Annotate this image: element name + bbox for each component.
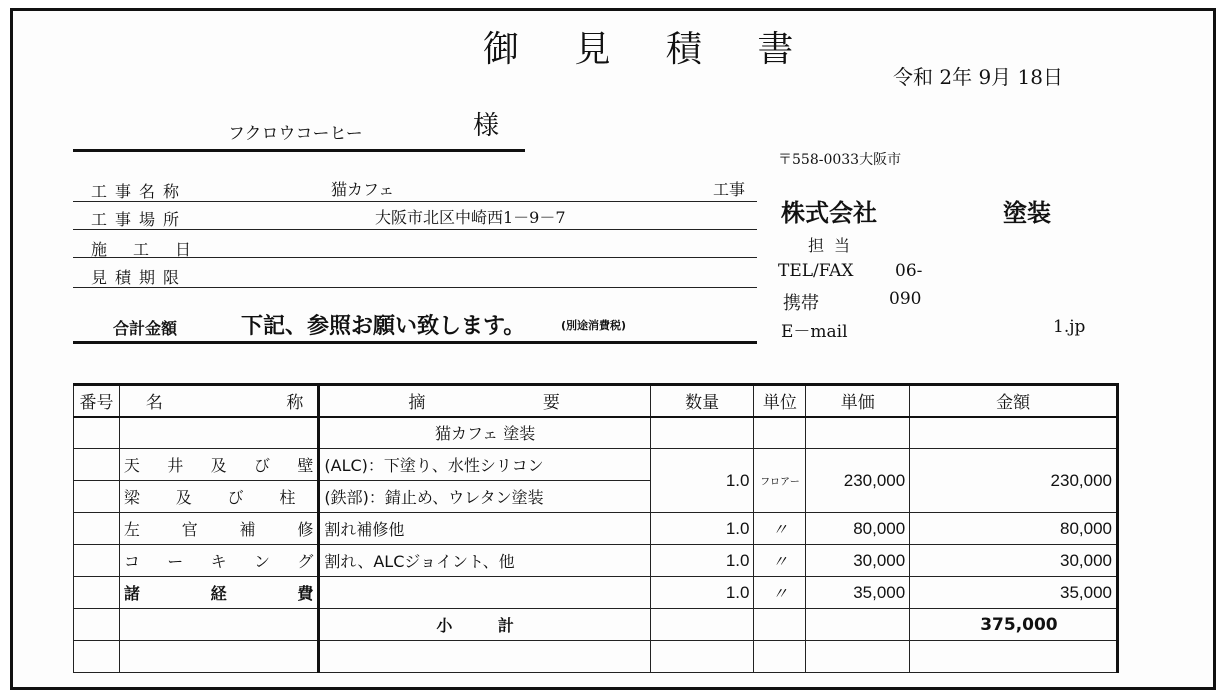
- tel-value: 06-: [895, 261, 923, 281]
- item-quantity: 1.0: [650, 577, 754, 609]
- mobile-value: 090: [889, 289, 922, 309]
- header-amount: 金額: [910, 385, 1118, 417]
- item-amount: 30,000: [910, 545, 1118, 577]
- company-name-prefix: 株式会社: [781, 199, 877, 227]
- table-row: [74, 449, 1118, 481]
- item-amount: 80,000: [910, 513, 1118, 545]
- subtotal-row: [74, 609, 1118, 641]
- project-site-value: 大阪市北区中崎西1－9－7: [375, 208, 566, 227]
- item-unit-price: 230,000: [806, 449, 910, 513]
- header-unit-price: 単価: [806, 385, 910, 417]
- item-description: (ALC)：下塗り、水性シリコン: [319, 449, 650, 481]
- item-description: [319, 577, 650, 609]
- header-quantity: 数量: [650, 385, 754, 417]
- construction-date-label: 施工日: [91, 240, 218, 259]
- item-name: 天 井 及 び 壁: [119, 449, 318, 481]
- item-unit: 〃: [754, 513, 806, 545]
- item-description: (鉄部)：錆止め、ウレタン塗装: [319, 481, 650, 513]
- rule-line: [73, 201, 757, 202]
- email-label: E－mail: [781, 322, 848, 342]
- email-value: 1.jp: [1053, 317, 1086, 337]
- client-name: フクロウコーヒー: [228, 124, 363, 144]
- item-unit: 〃: [754, 577, 806, 609]
- total-label: 合計金額: [113, 319, 178, 338]
- item-quantity: 1.0: [650, 545, 754, 577]
- empty-row: [74, 641, 1118, 673]
- section-title: 猫カフェ 塗装: [319, 417, 650, 449]
- client-honorific: 様: [473, 111, 500, 141]
- client-underline: [73, 149, 525, 152]
- header-name: 名 称: [119, 385, 318, 417]
- header-unit: 単位: [754, 385, 806, 417]
- item-unit-price: 30,000: [806, 545, 910, 577]
- item-name: 左 官 補 修: [119, 513, 318, 545]
- project-site-label: 工事場所: [91, 210, 188, 229]
- rule-line: [73, 229, 757, 230]
- estimate-expiry-label: 見積期限: [91, 268, 188, 287]
- item-unit: フロアー: [754, 449, 806, 513]
- document-title: 御 見 積 書: [483, 29, 816, 70]
- mobile-label: 携帯: [783, 293, 819, 314]
- item-name: コ ー キ ン グ: [119, 545, 318, 577]
- project-name-value: 猫カフェ: [331, 180, 395, 199]
- item-amount: 35,000: [910, 577, 1118, 609]
- estimate-table: [73, 383, 1119, 673]
- rule-line: [73, 287, 757, 288]
- table-header-row: [74, 385, 1118, 417]
- item-unit-price: 35,000: [806, 577, 910, 609]
- item-quantity: 1.0: [650, 513, 754, 545]
- project-name-label: 工事名称: [91, 182, 188, 201]
- item-unit: 〃: [754, 545, 806, 577]
- subtotal-label: 小 計: [319, 609, 650, 641]
- subtotal-value: 375,000: [910, 609, 1118, 641]
- document-date: 令和 2年 9月 18日: [893, 65, 1063, 89]
- tax-note: (別途消費税): [561, 319, 627, 332]
- item-description: 割れ補修他: [319, 513, 650, 545]
- item-quantity: 1.0: [650, 449, 754, 513]
- item-name: 諸 経 費: [119, 577, 318, 609]
- project-name-suffix: 工事: [713, 180, 746, 199]
- person-in-charge-label: 担当: [808, 236, 861, 255]
- total-value: 下記、参照お願い致します。: [241, 314, 526, 339]
- contractor-address: 〒558-0033大阪市: [778, 152, 902, 168]
- table-row: [74, 545, 1118, 577]
- total-underline: [73, 341, 757, 344]
- item-name: 梁 及 び 柱: [119, 481, 318, 513]
- company-name-suffix: 塗装: [1003, 199, 1051, 227]
- tel-label: TEL/FAX: [778, 261, 854, 281]
- item-amount: 230,000: [910, 449, 1118, 513]
- section-row: [74, 417, 1118, 449]
- header-no: 番号: [74, 385, 120, 417]
- table-row: [74, 513, 1118, 545]
- estimate-document: [10, 8, 1216, 690]
- item-description: 割れ、ALCジョイント、他: [319, 545, 650, 577]
- rule-line: [73, 257, 757, 258]
- item-unit-price: 80,000: [806, 513, 910, 545]
- header-description: 摘 要: [319, 385, 650, 417]
- table-row: [74, 577, 1118, 609]
